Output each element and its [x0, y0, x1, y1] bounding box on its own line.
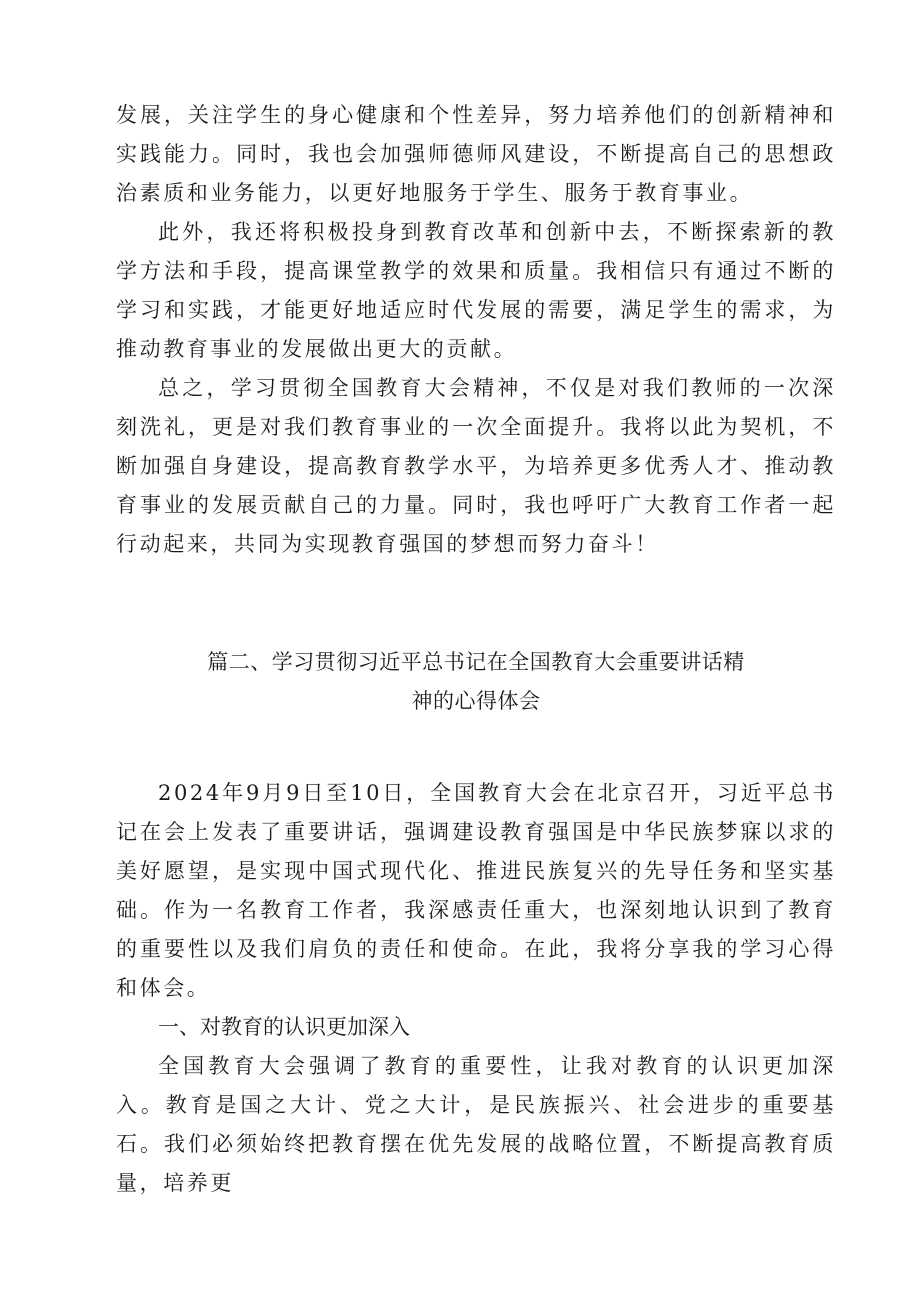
paragraph-intro: 2024年9月9日至10日，全国教育大会在北京召开，习近平总书记在会上发表了重要讲话，强调建设教育强国是中华民族梦寐以求的美好愿望，是实现中国式现代化、推进民族复兴的先导任务和坚实基础。作为一名教育工作者，我深感责任重大，也深刻地认识到了教育的重要性以及我们肩负的责任和使命。在此，我将分享我的学习心得和体会。: [116, 781, 836, 1000]
article-title-line-1: 篇二、学习贯彻习近平总书记在全国教育大会重要讲话精: [207, 650, 745, 674]
document-page: [116, 96, 836, 1203]
article-title-line-2: 神的心得体会: [411, 689, 541, 713]
paragraph-section-1: 全国教育大会强调了教育的重要性，让我对教育的认识更加深入。教育是国之大计、党之大计，是民族振兴、社会进步的重要基石。我们必须始终把教育摆在优先发展的战略位置，不断提高教育质量，培养更: [116, 1054, 836, 1195]
paragraph-continued: 发展，关注学生的身心健康和个性差异，努力培养他们的创新精神和实践能力。同时，我也会加强师德师风建设，不断提高自己的思想政治素质和业务能力，以更好地服务于学生、服务于教育事业。: [116, 103, 836, 205]
paragraph-conclusion: 总之，学习贯彻全国教育大会精神，不仅是对我们教师的一次深刻洗礼，更是对我们教育事业的一次全面提升。我将以此为契机，不断加强自身建设，提高教育教学水平，为培养更多优秀人才、推动教育事业的发展贡献自己的力量。同时，我也呼吁广大教育工作者一起行动起来，共同为实现教育强国的梦想而努力奋斗！: [116, 376, 836, 556]
article-title: [116, 643, 836, 721]
paragraph-furthermore: 此外，我还将积极投身到教育改革和创新中去，不断探索新的教学方法和手段，提高课堂教学的效果和质量。我相信只有通过不断的学习和实践，才能更好地适应时代发展的需要，满足学生的需求，为推动教育事业的发展做出更大的贡献。: [116, 220, 836, 361]
section-heading-1: 一、对教育的认识更加深入: [158, 1015, 410, 1039]
